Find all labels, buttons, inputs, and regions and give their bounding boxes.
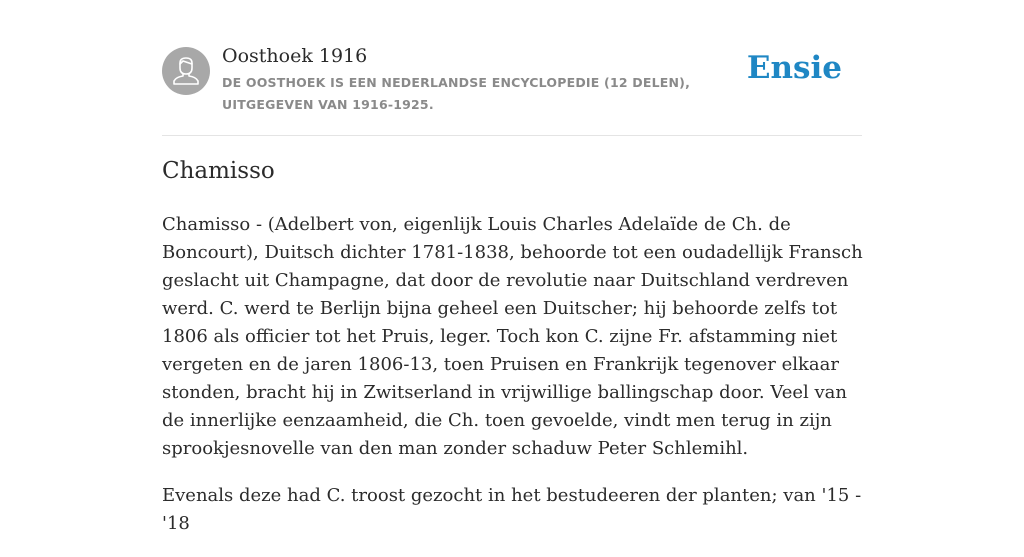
article-body xyxy=(162,211,867,557)
source-name-link[interactable]: Oosthoek 1916 xyxy=(222,45,368,67)
user-icon xyxy=(162,47,210,95)
ensie-logo-link[interactable]: Ensie xyxy=(746,50,842,86)
article-paragraph: Evenals deze had C. troost gezocht in het bestudeeren der planten; van '15 -'18 xyxy=(162,485,862,534)
article-title: Chamisso xyxy=(162,158,275,184)
content-column xyxy=(162,0,863,534)
source-header xyxy=(162,0,862,136)
source-avatar[interactable] xyxy=(162,47,210,95)
source-description: DE OOSTHOEK IS EEN NEDERLANDSE ENCYCLOPEDIE (12 DELEN), UITGEGEVEN VAN 1916-1925. xyxy=(222,75,691,112)
article-paragraph: Chamisso - (Adelbert von, eigenlijk Louis Charles Adelaïde de Ch. de Boncourt), Duitsch dichter 1781-1838, behoorde tot een oudadellijk Fransch geslacht uit Champagne, dat door de revolutie naar Duitschland verdreven werd. C. werd te Berlijn bijna geheel een Duitscher; hij behoorde zelfs tot 1806 als officier tot het Pruis, leger. Toch kon C. zijne Fr. afstamming niet vergeten en de jaren 1806-13, toen Pruisen en Frankrijk tegenover elkaar stonden, bracht hij in Zwitserland in vrijwillige ballingschap door. Veel van de innerlijke eenzaamheid, die Ch. toen gevoelde, vindt men terug in zijn sprookjesnovelle van den man zonder schaduw Peter Schlemihl. xyxy=(162,214,863,459)
